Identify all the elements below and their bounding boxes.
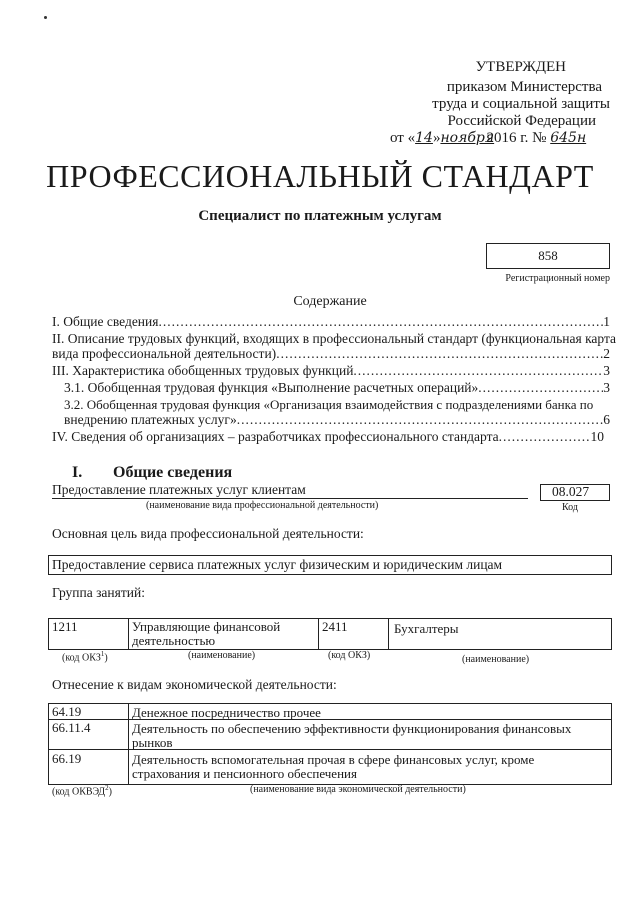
code-value: 08.027 (552, 484, 590, 499)
okved-name-cell: Денежное посредничество прочее (132, 705, 321, 720)
toc-item-page: 2 (603, 346, 610, 361)
group-caption-name: (наименование) (188, 650, 256, 661)
date-month: ноября (440, 130, 495, 146)
toc-item-page: 1 (603, 314, 610, 329)
standard-name: Специалист по платежным услугам (198, 208, 442, 224)
toc-item (52, 397, 610, 427)
toc-item-text: 3.2. Обобщенная трудовая функция «Организация взаимодействия с подразделениями банка по (64, 397, 594, 412)
section-number: I. (72, 464, 83, 481)
contents-heading: Содержание (293, 294, 367, 309)
group-name2-cell: Бухгалтеры (394, 621, 459, 636)
toc-item-page: 10 (590, 429, 604, 444)
group-caption-name2: (наименование) (462, 654, 530, 665)
toc-item (52, 380, 610, 395)
goal-label: Основная цель вида профессиональной деятельности: (52, 526, 364, 541)
code-caption: Код (562, 502, 578, 513)
okved-caption-name: (наименование вида экономической деятельности) (250, 784, 466, 795)
approval-heading: УТВЕРЖДЕН (475, 59, 566, 75)
toc-item-page: 3 (603, 363, 610, 378)
group-table-divider (318, 618, 319, 649)
caption-text: (код ОКВЭД (52, 786, 106, 798)
page-title: ПРОФЕССИОНАЛЬНЫЙ СТАНДАРТ (46, 158, 594, 194)
group-name-cell: Управляющие финансовой деятельностью (132, 619, 281, 648)
okved-code-cell: 64.19 (52, 704, 82, 719)
date-year: 2016 г. № (486, 130, 547, 146)
toc-item (52, 331, 617, 361)
okved-name-cell: Деятельность вспомогательная прочая в сфере финансовых услуг, кроме страхования и пенсионного обеспечения (132, 752, 535, 781)
okved-code-cell: 66.11.4 (52, 720, 91, 735)
activity-caption: (наименование вида профессиональной деятельности) (146, 500, 379, 511)
approval-line-federation: Российской Федерации (447, 113, 596, 129)
approval-line-labor: труда и социальной защиты (432, 96, 610, 112)
approval-date-line (390, 129, 586, 147)
order-number: 645н (550, 130, 587, 146)
section-title: Общие сведения (113, 464, 233, 481)
group-code-cell: 1211 (52, 619, 78, 634)
okved-table-divider (128, 703, 129, 784)
toc-item-text: III. Характеристика обобщенных трудовых функций (52, 363, 354, 378)
footnote-mark: 1 (100, 650, 105, 658)
registration-number-box: 858 (486, 243, 610, 269)
activity-underline (52, 498, 528, 499)
toc-item-page: 6 (603, 412, 610, 427)
okved-label: Отнесение к видам экономической деятельности: (52, 677, 337, 692)
toc-item (52, 429, 604, 444)
toc-item-text: IV. Сведения об организациях – разработчиках профессионального стандарта (52, 429, 499, 444)
caption-close: ) (108, 786, 112, 798)
date-mid: » (432, 130, 441, 146)
toc-item (52, 314, 610, 329)
toc-item-text-cont: внедрению платежных услуг» (64, 412, 237, 427)
okved-caption-code (52, 784, 112, 797)
group-table-divider (128, 618, 129, 649)
group-code2-cell: 2411 (322, 619, 348, 634)
okved-name-cell: Деятельность по обеспечению эффективности функционирования финансовых рынков (132, 721, 572, 750)
approval-line-ministry: приказом Министерства (446, 79, 602, 95)
toc-item-text: II. Описание трудовых функций, входящих в профессиональный стандарт (функциональная карта (52, 331, 617, 346)
group-label: Группа занятий: (52, 585, 145, 600)
toc-item-text: 3.1. Обобщенная трудовая функция «Выполнение расчетных операций» (64, 380, 479, 395)
registration-label: Регистрационный номер (505, 273, 610, 284)
group-caption-code2: (код ОКЗ) (328, 650, 371, 661)
toc-item (52, 363, 610, 378)
okved-code-cell: 66.19 (52, 751, 82, 766)
contents-list (52, 314, 617, 444)
footnote-mark: 2 (105, 784, 109, 792)
group-table-divider (388, 618, 389, 649)
toc-item-text-cont: вида профессиональной деятельности) (52, 346, 277, 361)
group-caption-code (62, 650, 108, 663)
scan-speck (44, 16, 47, 19)
date-day: 14 (415, 130, 433, 146)
caption-text: (код ОКЗ (62, 652, 101, 664)
date-prefix: от « (390, 130, 416, 146)
toc-item-page: 3 (603, 380, 610, 395)
activity-name: Предоставление платежных услуг клиентам (52, 482, 306, 497)
caption-close: ) (104, 652, 108, 664)
toc-item-text: I. Общие сведения (52, 314, 159, 329)
goal-text: Предоставление сервиса платежных услуг физическим и юридическим лицам (52, 557, 503, 572)
